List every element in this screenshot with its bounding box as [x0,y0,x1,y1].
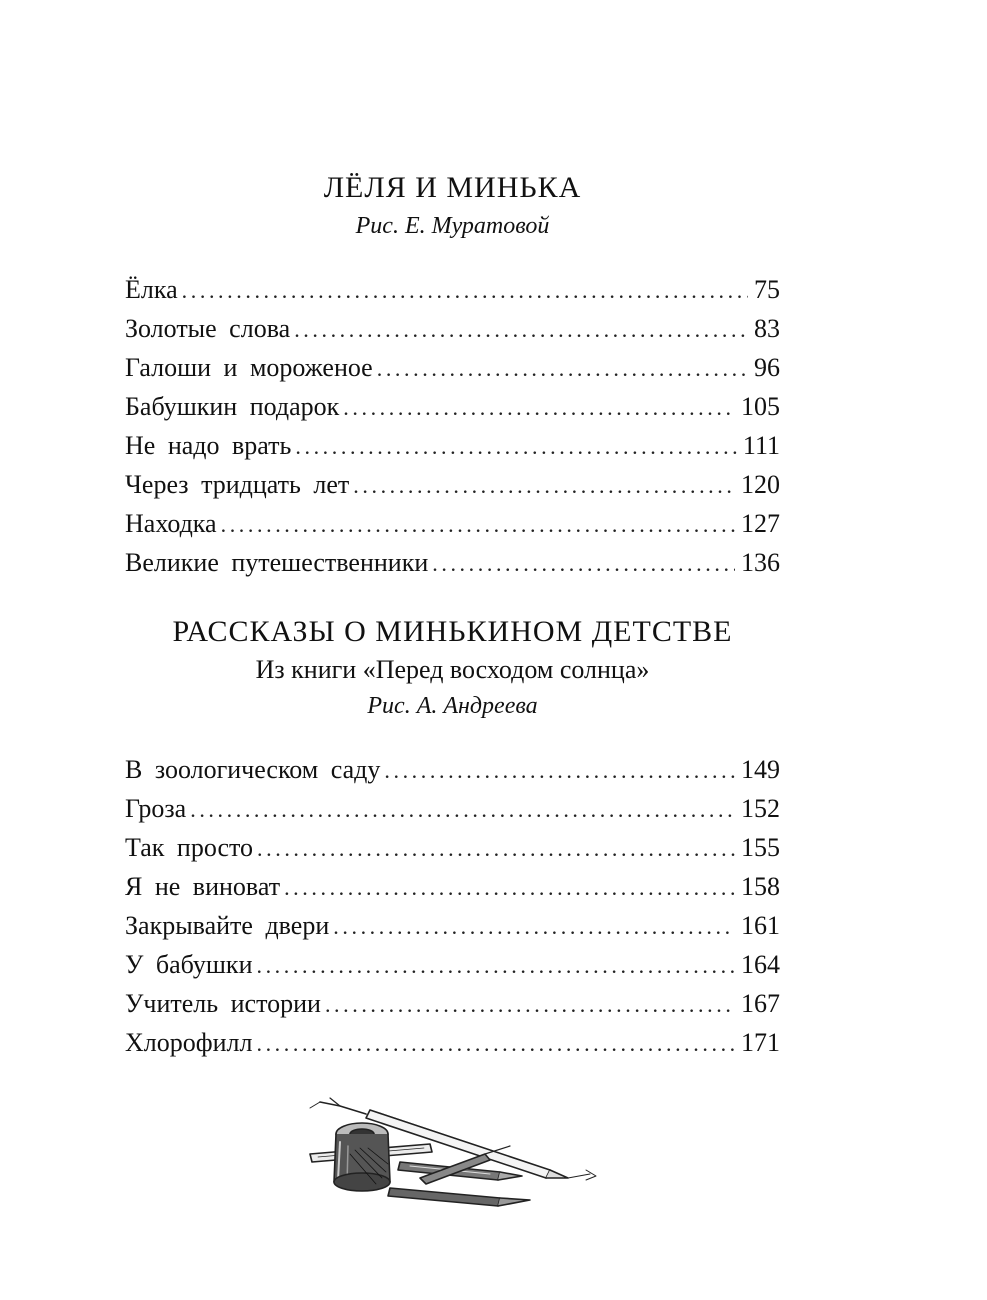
toc-leader-dots [256,946,735,985]
toc-entry-title: Галоши и мороженое [125,353,373,382]
toc-entry-page: 75 [754,275,780,304]
toc-entry[interactable] [125,270,780,309]
toc-entry[interactable] [125,789,780,828]
toc-entry-page: 152 [741,794,780,823]
toc-entry[interactable] [125,945,780,984]
toc-entry-title: Великие путешественники [125,548,429,577]
toc-entry-title: Гроза [125,794,187,823]
toc-entry[interactable] [125,348,780,387]
toc-entry-page: 171 [741,1028,780,1057]
toc-entry-title: У бабушки [125,950,253,979]
toc-section-minkino-detstvo [125,612,780,1062]
toc-leader-dots [343,388,735,427]
toc-leader-dots [284,868,735,907]
toc-leader-dots [257,829,735,868]
toc-list [125,270,780,582]
section-title: ЛЁЛЯ И МИНЬКА [323,171,582,204]
toc-entry-page: 158 [741,872,780,901]
section-illustrator: Рис. А. Андреева [367,693,538,719]
toc-entry-page: 120 [741,470,780,499]
toc-section-lelya-i-minka [125,168,780,582]
toc-entry[interactable] [125,1023,780,1062]
toc-leader-dots [325,985,735,1024]
toc-leader-dots [256,1024,735,1063]
toc-entry-title: Ёлка [125,275,178,304]
section-illustrator: Рис. Е. Муратовой [355,213,550,239]
toc-entry-page: 111 [742,431,780,460]
toc-entry[interactable] [125,984,780,1023]
toc-leader-dots [182,271,748,310]
toc-entry-page: 83 [754,314,780,343]
toc-entry-page: 96 [754,353,780,382]
toc-entry-title: Хлорофилл [125,1028,253,1057]
toc-entry[interactable] [125,543,780,582]
toc-entry-title: Золотые слова [125,314,291,343]
toc-leader-dots [221,505,735,544]
inkwell-and-pens-icon [300,1092,600,1210]
toc-entry-title: Не надо врать [125,431,292,460]
toc-entry[interactable] [125,387,780,426]
toc-entry[interactable] [125,465,780,504]
toc-entry-page: 105 [741,392,780,421]
toc-entry-page: 149 [741,755,780,784]
toc-entry-page: 155 [741,833,780,862]
toc-entry-title: Учитель истории [125,989,321,1018]
toc-leader-dots [294,310,748,349]
toc-entry-title: Бабушкин подарок [125,392,340,421]
toc-leader-dots [377,349,748,388]
toc-entry[interactable] [125,906,780,945]
toc-leader-dots [295,427,737,466]
toc-leader-dots [384,751,735,790]
toc-entry[interactable] [125,750,780,789]
toc-entry-title: Находка [125,509,217,538]
toc-entry[interactable] [125,309,780,348]
toc-entry-title: Так просто [125,833,254,862]
toc-entry-title: Я не виноват [125,872,281,901]
toc-leader-dots [190,790,735,829]
toc-entry-title: Через тридцать лет [125,470,350,499]
toc-list [125,750,780,1062]
section-title: РАССКАЗЫ О МИНЬКИНОМ ДЕТСТВЕ [172,615,733,648]
toc-entry[interactable] [125,426,780,465]
toc-entry-title: В зоологическом саду [125,755,381,784]
toc-leader-dots [333,907,735,946]
toc-leader-dots [353,466,735,505]
toc-entry[interactable] [125,828,780,867]
toc-entry-page: 161 [741,911,780,940]
toc-entry-page: 127 [741,509,780,538]
toc-entry-title: Закрывайте двери [125,911,330,940]
toc-entry[interactable] [125,504,780,543]
toc-entry[interactable] [125,867,780,906]
toc-entry-page: 167 [741,989,780,1018]
toc-entry-page: 164 [741,950,780,979]
toc-leader-dots [432,544,735,583]
toc-entry-page: 136 [741,548,780,577]
section-subtitle: Из книги «Перед восходом солнца» [255,655,650,684]
